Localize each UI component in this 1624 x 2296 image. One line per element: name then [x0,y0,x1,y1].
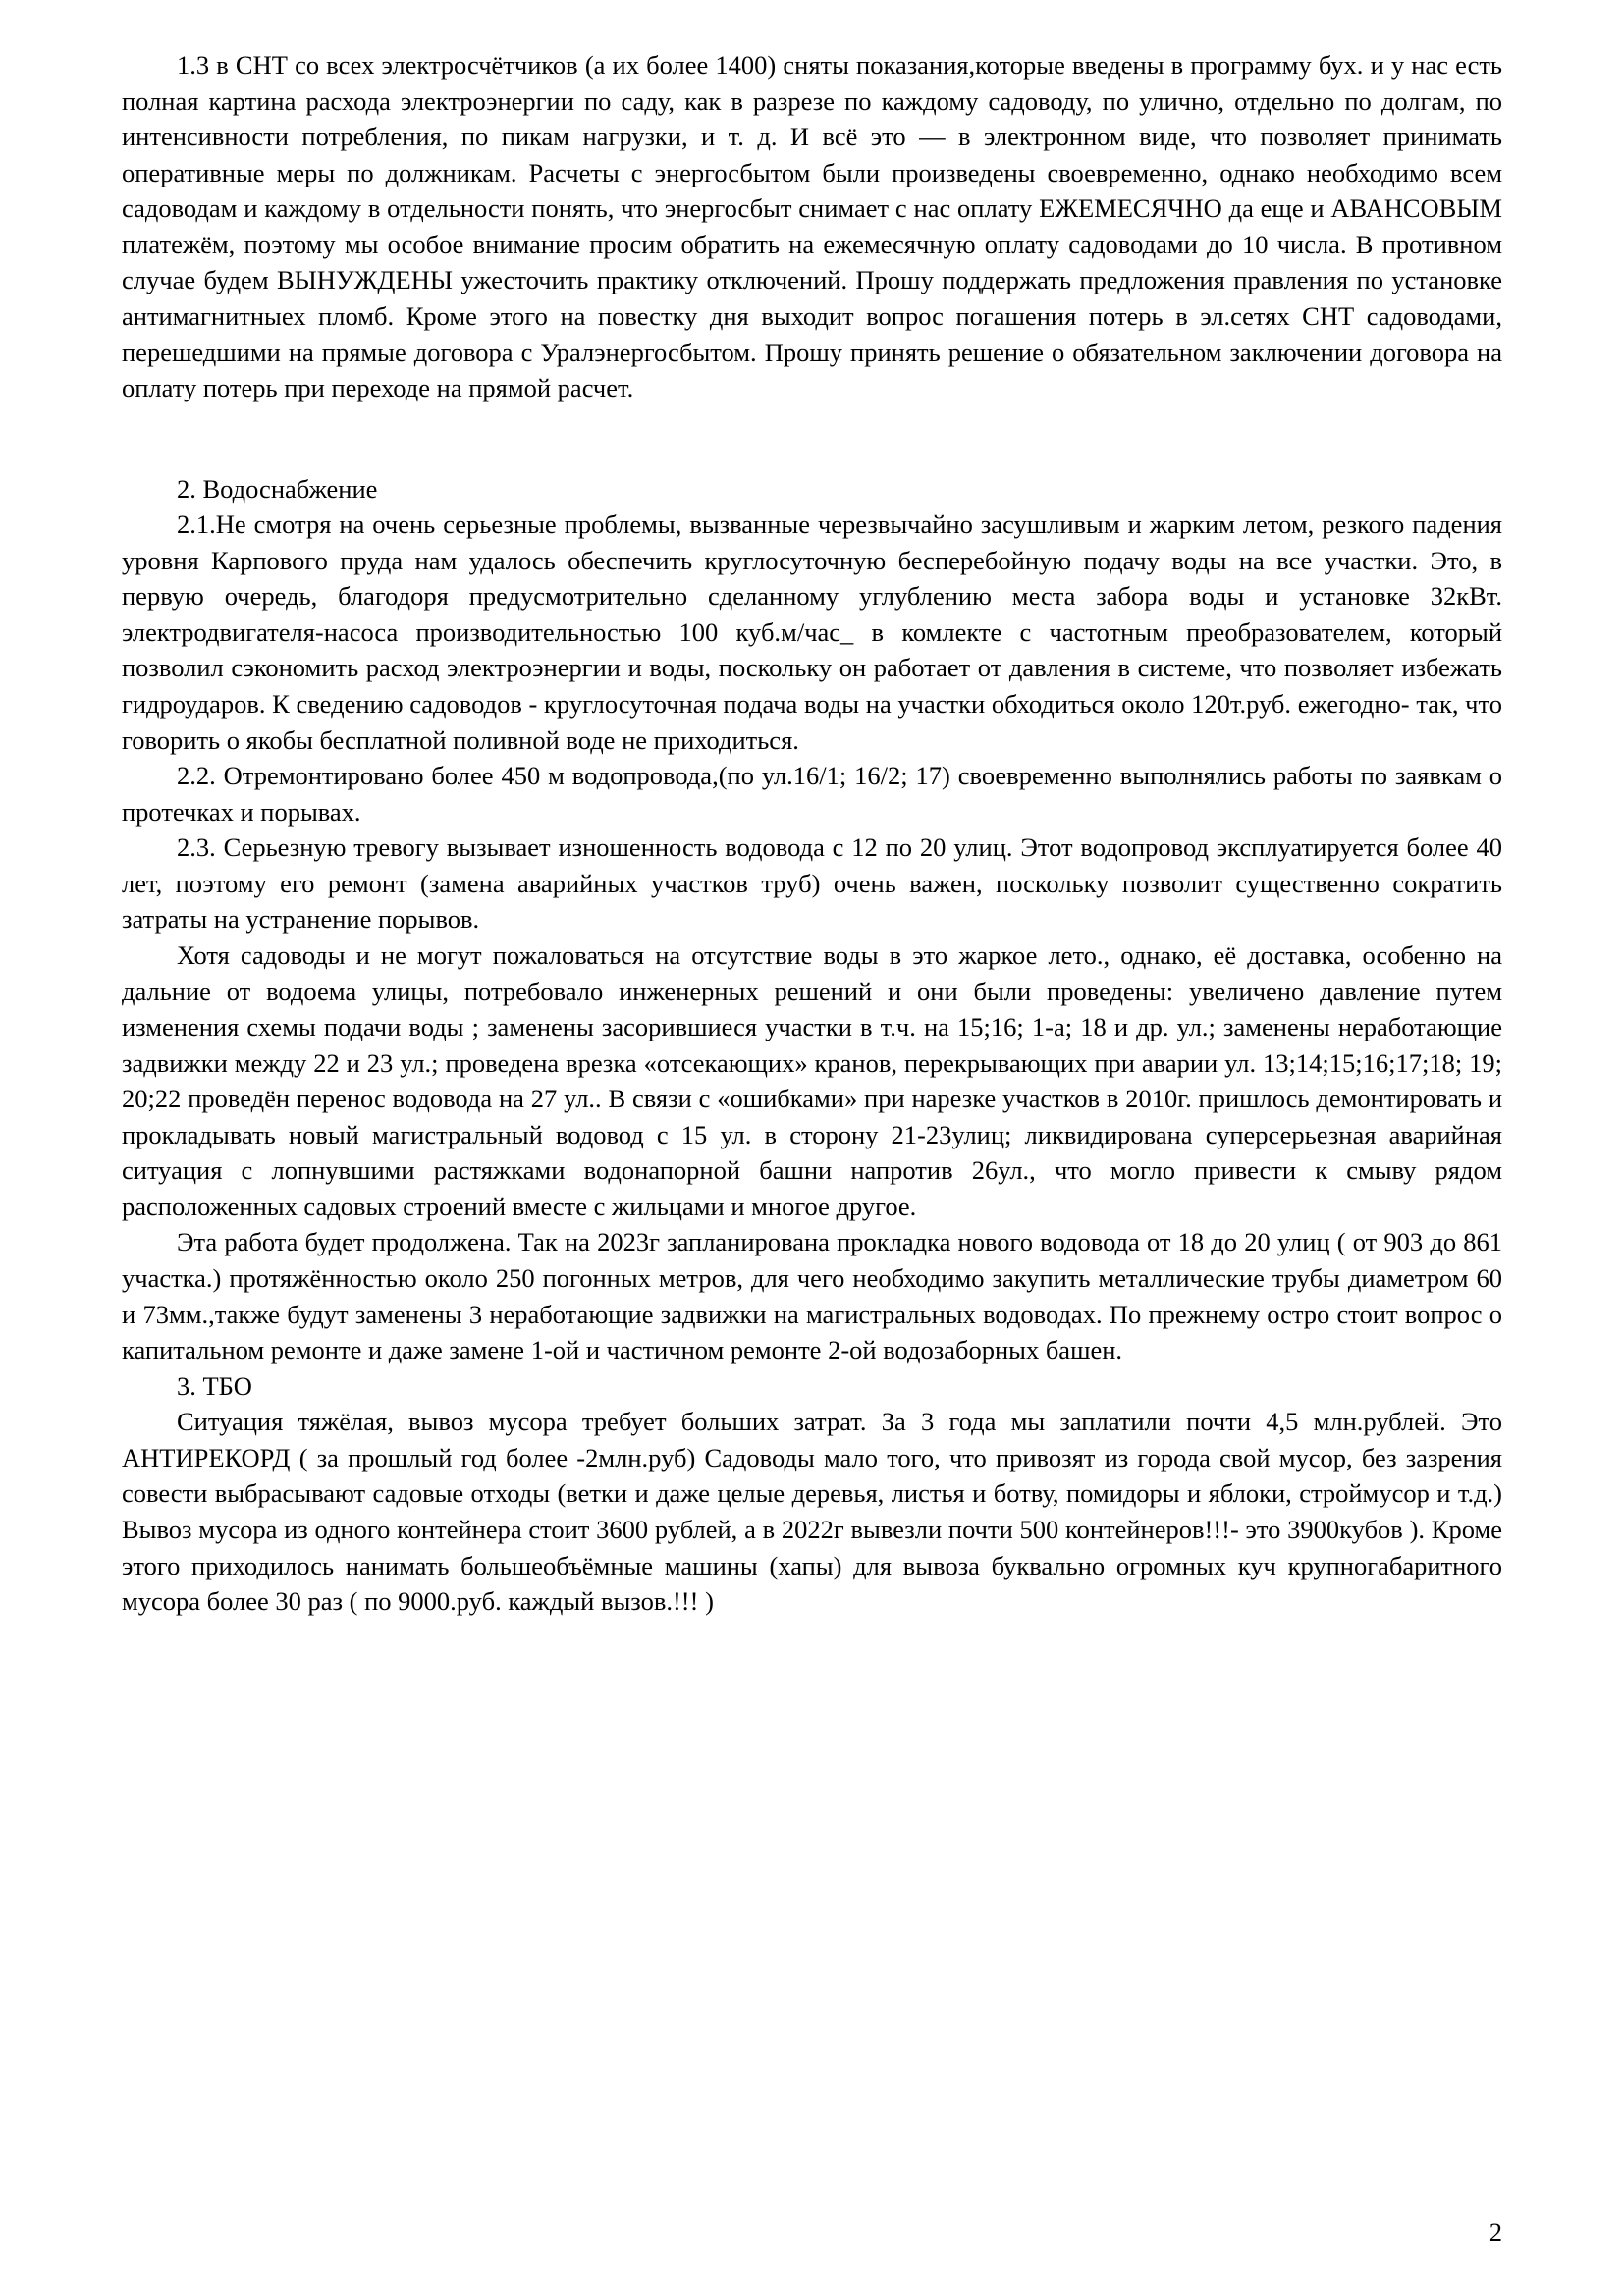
heading-water-supply: 2. Водоснабжение [177,473,378,504]
page-number: 2 [1489,2216,1502,2247]
paragraph-work-continuation: Эта работа будет продолжена. Так на 2023г запланирована прокладка нового водовода от 18 до 20 улиц ( от 903 до 861 участка.) протяжённостью около 250 погонных метров, для чего необходимо закупить металлические трубы диаметром 60 и 73мм.,также будут заменены 3 неработающие задвижки на магистральных водоводах. По прежнему остро стоит вопрос о капитальном ремонте и даже замене 1-ой и частичном ремонте 2-ой водозаборных башен. [122,1227,1502,1365]
paragraph-tbo: Ситуация тяжёлая, вывоз мусора требует больших затрат. За 3 года мы заплатили почти 4,5 млн.рублей. Это АНТИРЕКОРД ( за прошлый год более -2млн.руб) Садоводы мало того, что привозят из города свой мусор, без зазрения совести выбрасывают садовые отходы (ветки и даже целые деревья, листья и ботву, помидоры и яблоки, строймусор и т.д.) Вывоз мусора из одного контейнера стоит 3600 рублей, а в 2022г вывезли почти 500 контейнеров!!!- это 3900кубов ). Кроме этого приходилось нанимать большеобъёмные машины (хапы) для вывоза буквально огромных куч крупногабаритного мусора более 30 раз ( по 9000.руб. каждый вызов.!!! ) [122,1407,1502,1617]
heading-tbo: 3. ТБО [177,1370,252,1401]
paragraph-1-3: 1.3 в СНТ со всех электросчётчиков (а их более 1400) сняты показания,которые введены в программу бух. и у нас есть полная картина расхода электроэнергии по саду, как в разрезе по каждому садоводу, по улично, отдельно по долгам, по интенсивности потребления, по пикам нагрузки, и т. д. И всё это — в электронном виде, что позволяет принимать оперативные меры по должникам. Расчеты с энергосбытом были произведены своевременно, однако необходимо всем садоводам и каждому в отдельности понять, что энергосбыт снимает с нас оплату ЕЖЕМЕСЯЧНО да еще и АВАНСОВЫМ платежём, поэтому мы особое внимание просим обратить на ежемесячную оплату садоводами до 10 числа. В противном случае будем ВЫНУЖДЕНЫ ужесточить практику отключений. Прошу поддержать предложения правления по установке антимагнитныех пломб. Кроме этого на повестку дня выходит вопрос погашения потерь в эл.сетях СНТ садоводами, перешедшими на прямые договора с Уралэнергосбытом. Прошу принять решение о обязательном заключении договора на оплату потерь при переходе на прямой расчет. [122,50,1502,403]
paragraph-2-1: 2.1.Не смотря на очень серьезные проблемы, вызванные черезвычайно засушливым и жарким летом, резкого падения уровня Карпового пруда нам удалось обеспечить круглосуточную бесперебойную подачу воды на все участки. Это, в первую очередь, благодоря предусмотрительно сделанному углублению места забора воды и установке 32кВт. электродвигателя-насоса производительностью 100 куб.м/час_ в комлекте с частотным преобразователем, который позволил сэкономить расход электроэнергии и воды, поскольку он работает от давления в системе, что позволяет избежать гидроударов. К сведению садоводов - круглосуточная подача воды на участки обходиться около 120т.руб. ежегодно- так, что говорить о якобы бесплатной поливной воде не приходиться. [122,509,1502,755]
paragraph-2-3: 2.3. Серьезную тревогу вызывает изношенность водовода с 12 по 20 улиц. Этот водопровод эксплуатируется более 40 лет, поэтому его ремонт (замена аварийных участков труб) очень важен, поскольку позволит существенно сократить затраты на устранение порывов. [122,832,1502,934]
document-body [122,47,1502,1620]
paragraph-2-2: 2.2. Отремонтировано более 450 м водопровода,(по ул.16/1; 16/2; 17) своевременно выполнялись работы по заявкам о протечках и порывах. [122,761,1502,827]
section-spacer [122,406,1502,471]
paragraph-water-delivery: Хотя садоводы и не могут пожаловаться на отсутствие воды в это жаркое лето., однако, её доставка, особенно на дальние от водоема улицы, потребовало инженерных решений и они были проведены: увеличено давление путем изменения схемы подачи воды ; заменены засорившиеся участки в т.ч. на 15;16; 1-а; 18 и др. ул.; заменены неработающие задвижки между 22 и 23 ул.; проведена врезка «отсекающих» кранов, перекрывающих при аварии ул. 13;14;15;16;17;18; 19; 20;22 проведён перенос водовода на 27 ул.. В связи с «ошибками» при нарезке участков в 2010г. пришлось демонтировать и прокладывать новый магистральный водовод с 15 ул. в сторону 21-23улиц; ликвидирована суперсерьезная аварийная ситуация с лопнувшими растяжками водонапорной башни напротив 26ул., что могло привести к смыву рядом расположенных садовых строений вместе с жильцами и многое другое. [122,939,1502,1221]
